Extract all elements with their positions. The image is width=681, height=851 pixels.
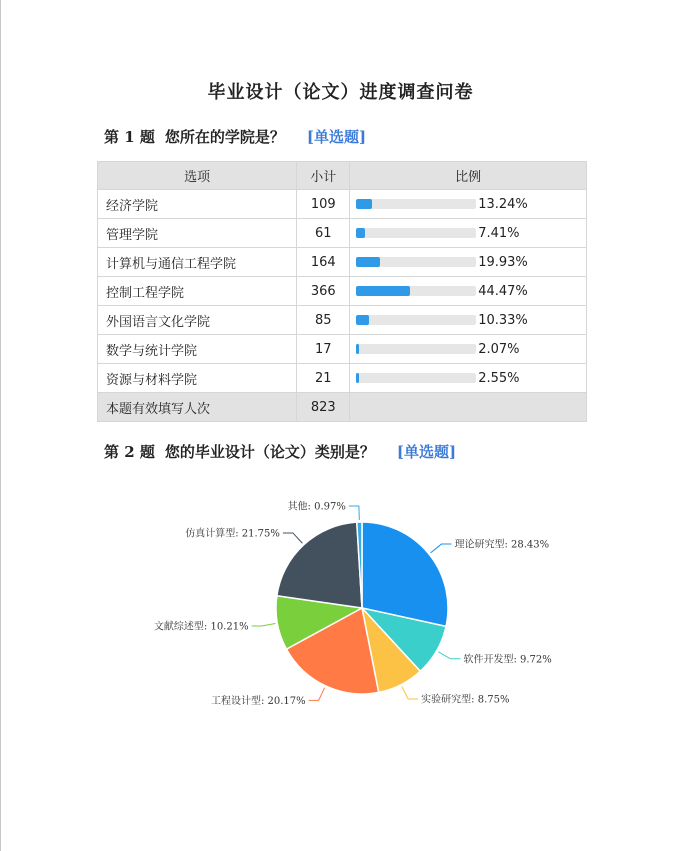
question-1-type: [单选题] (306, 128, 367, 146)
row-count: 164 (297, 248, 350, 277)
row-option: 外国语言文化学院 (98, 306, 297, 335)
row-ratio (350, 335, 587, 364)
pie-label: 工程设计型: 20.17% (210, 695, 306, 707)
row-count: 109 (297, 190, 350, 219)
ratio-bar-fill (356, 373, 359, 383)
ratio-bar-track (356, 257, 476, 267)
ratio-bar-track (356, 344, 476, 354)
header-ratio: 比例 (350, 162, 587, 190)
row-count: 21 (297, 364, 350, 393)
ratio-percent: 44.47% (478, 283, 528, 299)
survey-title: 毕业设计（论文）进度调查问卷 (207, 82, 474, 103)
ratio-bar-fill (356, 344, 358, 354)
pie-slice (277, 522, 362, 608)
ratio-bar-track (356, 373, 476, 383)
total-label: 本题有效填写人次 (98, 393, 297, 422)
total-ratio-empty (350, 393, 587, 422)
total-row (98, 393, 587, 422)
ratio-percent: 2.07% (478, 341, 520, 357)
table-header-row (98, 162, 587, 190)
table-row (98, 277, 587, 306)
row-option: 资源与材料学院 (98, 364, 297, 393)
table-row (98, 364, 587, 393)
row-ratio (350, 306, 587, 335)
ratio-bar-track (356, 228, 476, 238)
question-1-number: 第 1 题 (104, 128, 155, 146)
ratio-bar-fill (356, 228, 365, 238)
ratio-bar-fill (356, 286, 409, 296)
pie-label: 理论研究型: 28.43% (454, 539, 550, 551)
question-2-text: 您的毕业设计（论文）类别是？ (164, 443, 375, 461)
ratio-bar-fill (356, 257, 380, 267)
question-2-number: 第 2 题 (104, 443, 155, 461)
row-option: 数学与统计学院 (98, 335, 297, 364)
pie-leader-line (402, 686, 418, 698)
row-count: 61 (297, 219, 350, 248)
ratio-percent: 19.93% (478, 254, 528, 270)
row-option: 计算机与通信工程学院 (98, 248, 297, 277)
question-2-heading (104, 441, 456, 462)
ratio-bar-fill (356, 199, 372, 209)
table-row (98, 248, 587, 277)
pie-label: 文献综述型: 10.21% (153, 621, 249, 633)
ratio-bar-track (356, 199, 476, 209)
ratio-percent: 7.41% (478, 225, 520, 241)
header-option: 选项 (98, 162, 297, 190)
ratio-bar-track (356, 286, 476, 296)
table-row (98, 306, 587, 335)
ratio-percent: 10.33% (478, 312, 528, 328)
ratio-percent: 13.24% (478, 196, 528, 212)
pie-leader-line (309, 688, 325, 701)
ratio-bar-track (356, 315, 476, 325)
pie-label: 其他: 0.97% (287, 501, 346, 513)
table-row (98, 190, 587, 219)
question-1-text: 您所在的学院是？ (164, 128, 285, 146)
pie-label: 实验研究型: 8.75% (421, 694, 510, 706)
pie-leader-line (438, 652, 460, 659)
pie-leader-line (431, 544, 452, 553)
row-ratio (350, 364, 587, 393)
pie-leader-line (283, 533, 302, 543)
row-option: 管理学院 (98, 219, 297, 248)
question-2-pie-chart (0, 470, 681, 740)
pie-label: 仿真计算型: 21.75% (185, 528, 280, 540)
pie-leader-line (252, 624, 276, 626)
row-option: 经济学院 (98, 190, 297, 219)
row-ratio (350, 219, 587, 248)
row-count: 85 (297, 306, 350, 335)
row-count: 17 (297, 335, 350, 364)
row-ratio (350, 277, 587, 306)
pie-leader-line (349, 506, 359, 520)
row-ratio (350, 248, 587, 277)
total-count: 823 (297, 393, 350, 422)
row-option: 控制工程学院 (98, 277, 297, 306)
question-1-heading (104, 126, 366, 147)
row-count: 366 (297, 277, 350, 306)
question-2-type: [单选题] (396, 443, 457, 461)
ratio-percent: 2.55% (478, 370, 520, 386)
question-1-stats-table (97, 161, 587, 422)
row-ratio (350, 190, 587, 219)
ratio-bar-fill (356, 315, 368, 325)
pie-label: 软件开发型: 9.72% (463, 654, 552, 666)
header-count: 小计 (297, 162, 350, 190)
table-row (98, 219, 587, 248)
table-row (98, 335, 587, 364)
